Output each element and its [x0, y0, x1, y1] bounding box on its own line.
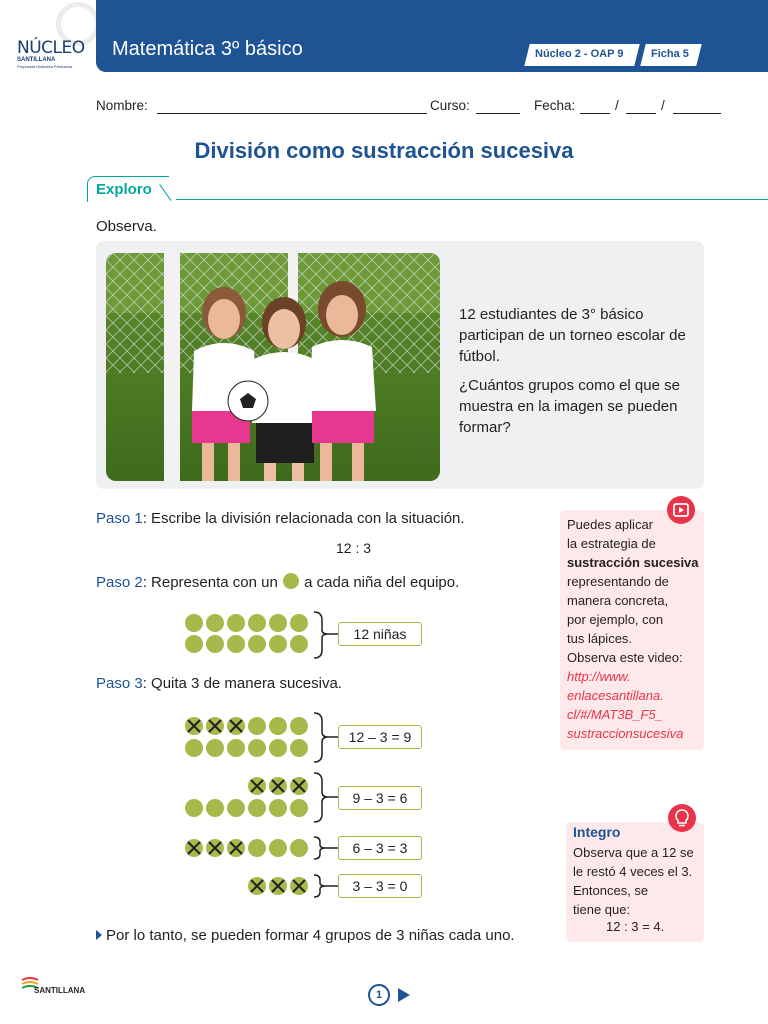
dot: [227, 635, 245, 653]
logo-text: NÚCLEO: [17, 38, 85, 58]
brace-icon: [314, 713, 328, 762]
dot: [269, 739, 287, 757]
dot: [248, 839, 266, 857]
dot: [290, 799, 308, 817]
dot-grid: [185, 614, 308, 653]
tip-line: manera concreta,: [567, 593, 669, 608]
step-3-text: : Quita 3 de manera sucesiva.: [142, 675, 342, 692]
dot: [248, 614, 266, 632]
dot: [248, 739, 266, 757]
page-header: [0, 0, 768, 78]
subtraction-group-4: [180, 872, 340, 900]
step-2-text-b: a cada niña del equipo.: [304, 574, 460, 591]
dot: [248, 799, 266, 817]
dot: [290, 614, 308, 632]
tip-line: Observa este video:: [567, 650, 683, 665]
situation-question: ¿Cuántos grupos como el que se muestra en la imagen se pueden formar?: [459, 377, 680, 436]
fecha-day-field[interactable]: [580, 113, 610, 114]
step-1-text: : Escribe la división relacionada con la situación.: [142, 510, 465, 527]
crossed-dot: [227, 839, 245, 857]
brace-icon: [314, 837, 326, 859]
curso-label: Curso:: [430, 98, 470, 113]
tip-line: la estrategia de: [567, 536, 656, 551]
division-expression: 12 : 3: [336, 540, 372, 556]
tip-line: por ejemplo, con: [567, 612, 664, 627]
bullet-arrow-icon: [96, 930, 102, 940]
curso-field[interactable]: [476, 113, 520, 114]
date-separator: /: [661, 98, 665, 113]
section-title: Exploro: [96, 181, 152, 198]
integro-equation: 12 : 3 = 4.: [606, 919, 665, 934]
crossed-dot: [248, 877, 266, 895]
page-number: 1: [368, 984, 390, 1006]
brace-icon: [314, 875, 326, 897]
brace-icon: [314, 612, 328, 658]
total-label-box: 12 niñas: [338, 622, 422, 646]
fecha-label: Fecha:: [534, 98, 576, 113]
crossed-dot: [269, 877, 287, 895]
dot: [269, 717, 287, 735]
crossed-dot: [269, 777, 287, 795]
dot: [269, 635, 287, 653]
integro-line: Entonces, se: [573, 883, 649, 898]
logo-tagline: Propuesta Didáctica Priorizada: [17, 64, 72, 69]
dot: [290, 717, 308, 735]
tab-ficha: Ficha 5: [651, 48, 689, 60]
dot: [185, 635, 203, 653]
crossed-dot: [185, 839, 203, 857]
student-info-row: [96, 98, 726, 118]
video-link-part[interactable]: http://www.: [567, 669, 631, 684]
step-2-text-a: : Representa con un: [142, 574, 278, 591]
integro-line: tiene que:: [573, 902, 631, 917]
dot: [206, 614, 224, 632]
subtraction-group-2: [180, 770, 340, 826]
crossed-dot: [206, 839, 224, 857]
subject-title: Matemática 3º básico: [112, 38, 303, 60]
step-1-key: Paso 1: [96, 510, 143, 527]
video-link-part[interactable]: sustraccionsucesiva: [567, 726, 684, 741]
dot: [269, 799, 287, 817]
situation-statement: 12 estudiantes de 3° básico participan de un torneo escolar de fútbol.: [459, 306, 686, 365]
crossed-dot: [290, 777, 308, 795]
tip-line: representando de: [567, 574, 669, 589]
integro-title: Integro: [573, 824, 621, 840]
dot: [185, 739, 203, 757]
fecha-year-field[interactable]: [673, 113, 721, 114]
conclusion: [96, 927, 515, 944]
date-separator: /: [615, 98, 619, 113]
dot: [269, 614, 287, 632]
dot: [248, 717, 266, 735]
dot: [227, 799, 245, 817]
integro-text: [573, 843, 703, 919]
dot: [248, 635, 266, 653]
dot: [227, 614, 245, 632]
tip-note-text: [567, 515, 701, 743]
tab-nucleo: Núcleo 2 - OAP 9: [535, 48, 624, 60]
tip-line: tus lápices.: [567, 631, 633, 646]
footer-brand: SANTILLANA: [34, 986, 86, 995]
integro-line: Observa que a 12 se: [573, 845, 694, 860]
dot: [290, 839, 308, 857]
dot: [185, 799, 203, 817]
nombre-field[interactable]: [157, 113, 427, 114]
equation-box-3: 6 – 3 = 3: [338, 836, 422, 860]
page-title: División como sustracción sucesiva: [194, 138, 574, 163]
subtraction-group-1: [180, 710, 340, 766]
integro-line: le restó 4 veces el 3.: [573, 864, 693, 879]
crossed-dot: [185, 717, 203, 735]
step-2-key: Paso 2: [96, 574, 143, 591]
dot: [206, 799, 224, 817]
equation-box-2: 9 – 3 = 6: [338, 786, 422, 810]
green-dot-icon: [283, 573, 299, 589]
dot: [227, 739, 245, 757]
dot: [206, 739, 224, 757]
step-2: [96, 573, 459, 591]
video-link-part[interactable]: cl/#/MAT3B_F5_: [567, 707, 663, 722]
nombre-label: Nombre:: [96, 98, 148, 113]
crossed-dot: [227, 717, 245, 735]
situation-text: [459, 304, 699, 446]
crossed-dot: [248, 777, 266, 795]
dot: [269, 839, 287, 857]
dot: [185, 614, 203, 632]
equation-box-1: 12 – 3 = 9: [338, 725, 422, 749]
soccer-girls-photo: [106, 253, 440, 481]
logo-subtext: SANTILLANA: [17, 57, 56, 63]
brace-icon: [314, 773, 328, 822]
subtraction-group-3: [180, 834, 340, 862]
lightbulb-icon: [668, 804, 696, 832]
crossed-dot: [290, 877, 308, 895]
dots-twelve: [180, 610, 340, 662]
dot: [206, 635, 224, 653]
dot: [290, 635, 308, 653]
crossed-dot: [206, 717, 224, 735]
next-page-arrow-icon[interactable]: [398, 988, 410, 1002]
instruction-text: Observa.: [96, 218, 157, 235]
brand-logo: [0, 0, 96, 78]
section-divider: [176, 199, 768, 200]
conclusion-text: Por lo tanto, se pueden formar 4 grupos de 3 niñas cada uno.: [106, 927, 515, 944]
step-3-key: Paso 3: [96, 675, 143, 692]
tip-line: Puedes aplicar: [567, 517, 653, 532]
dot: [290, 739, 308, 757]
video-link[interactable]: [567, 667, 701, 743]
fecha-month-field[interactable]: [626, 113, 656, 114]
tip-emphasis: sustracción sucesiva: [567, 555, 699, 570]
equation-box-4: 3 – 3 = 0: [338, 874, 422, 898]
step-1: [96, 510, 465, 527]
step-3: [96, 675, 342, 692]
video-link-part[interactable]: enlacesantillana.: [567, 688, 664, 703]
